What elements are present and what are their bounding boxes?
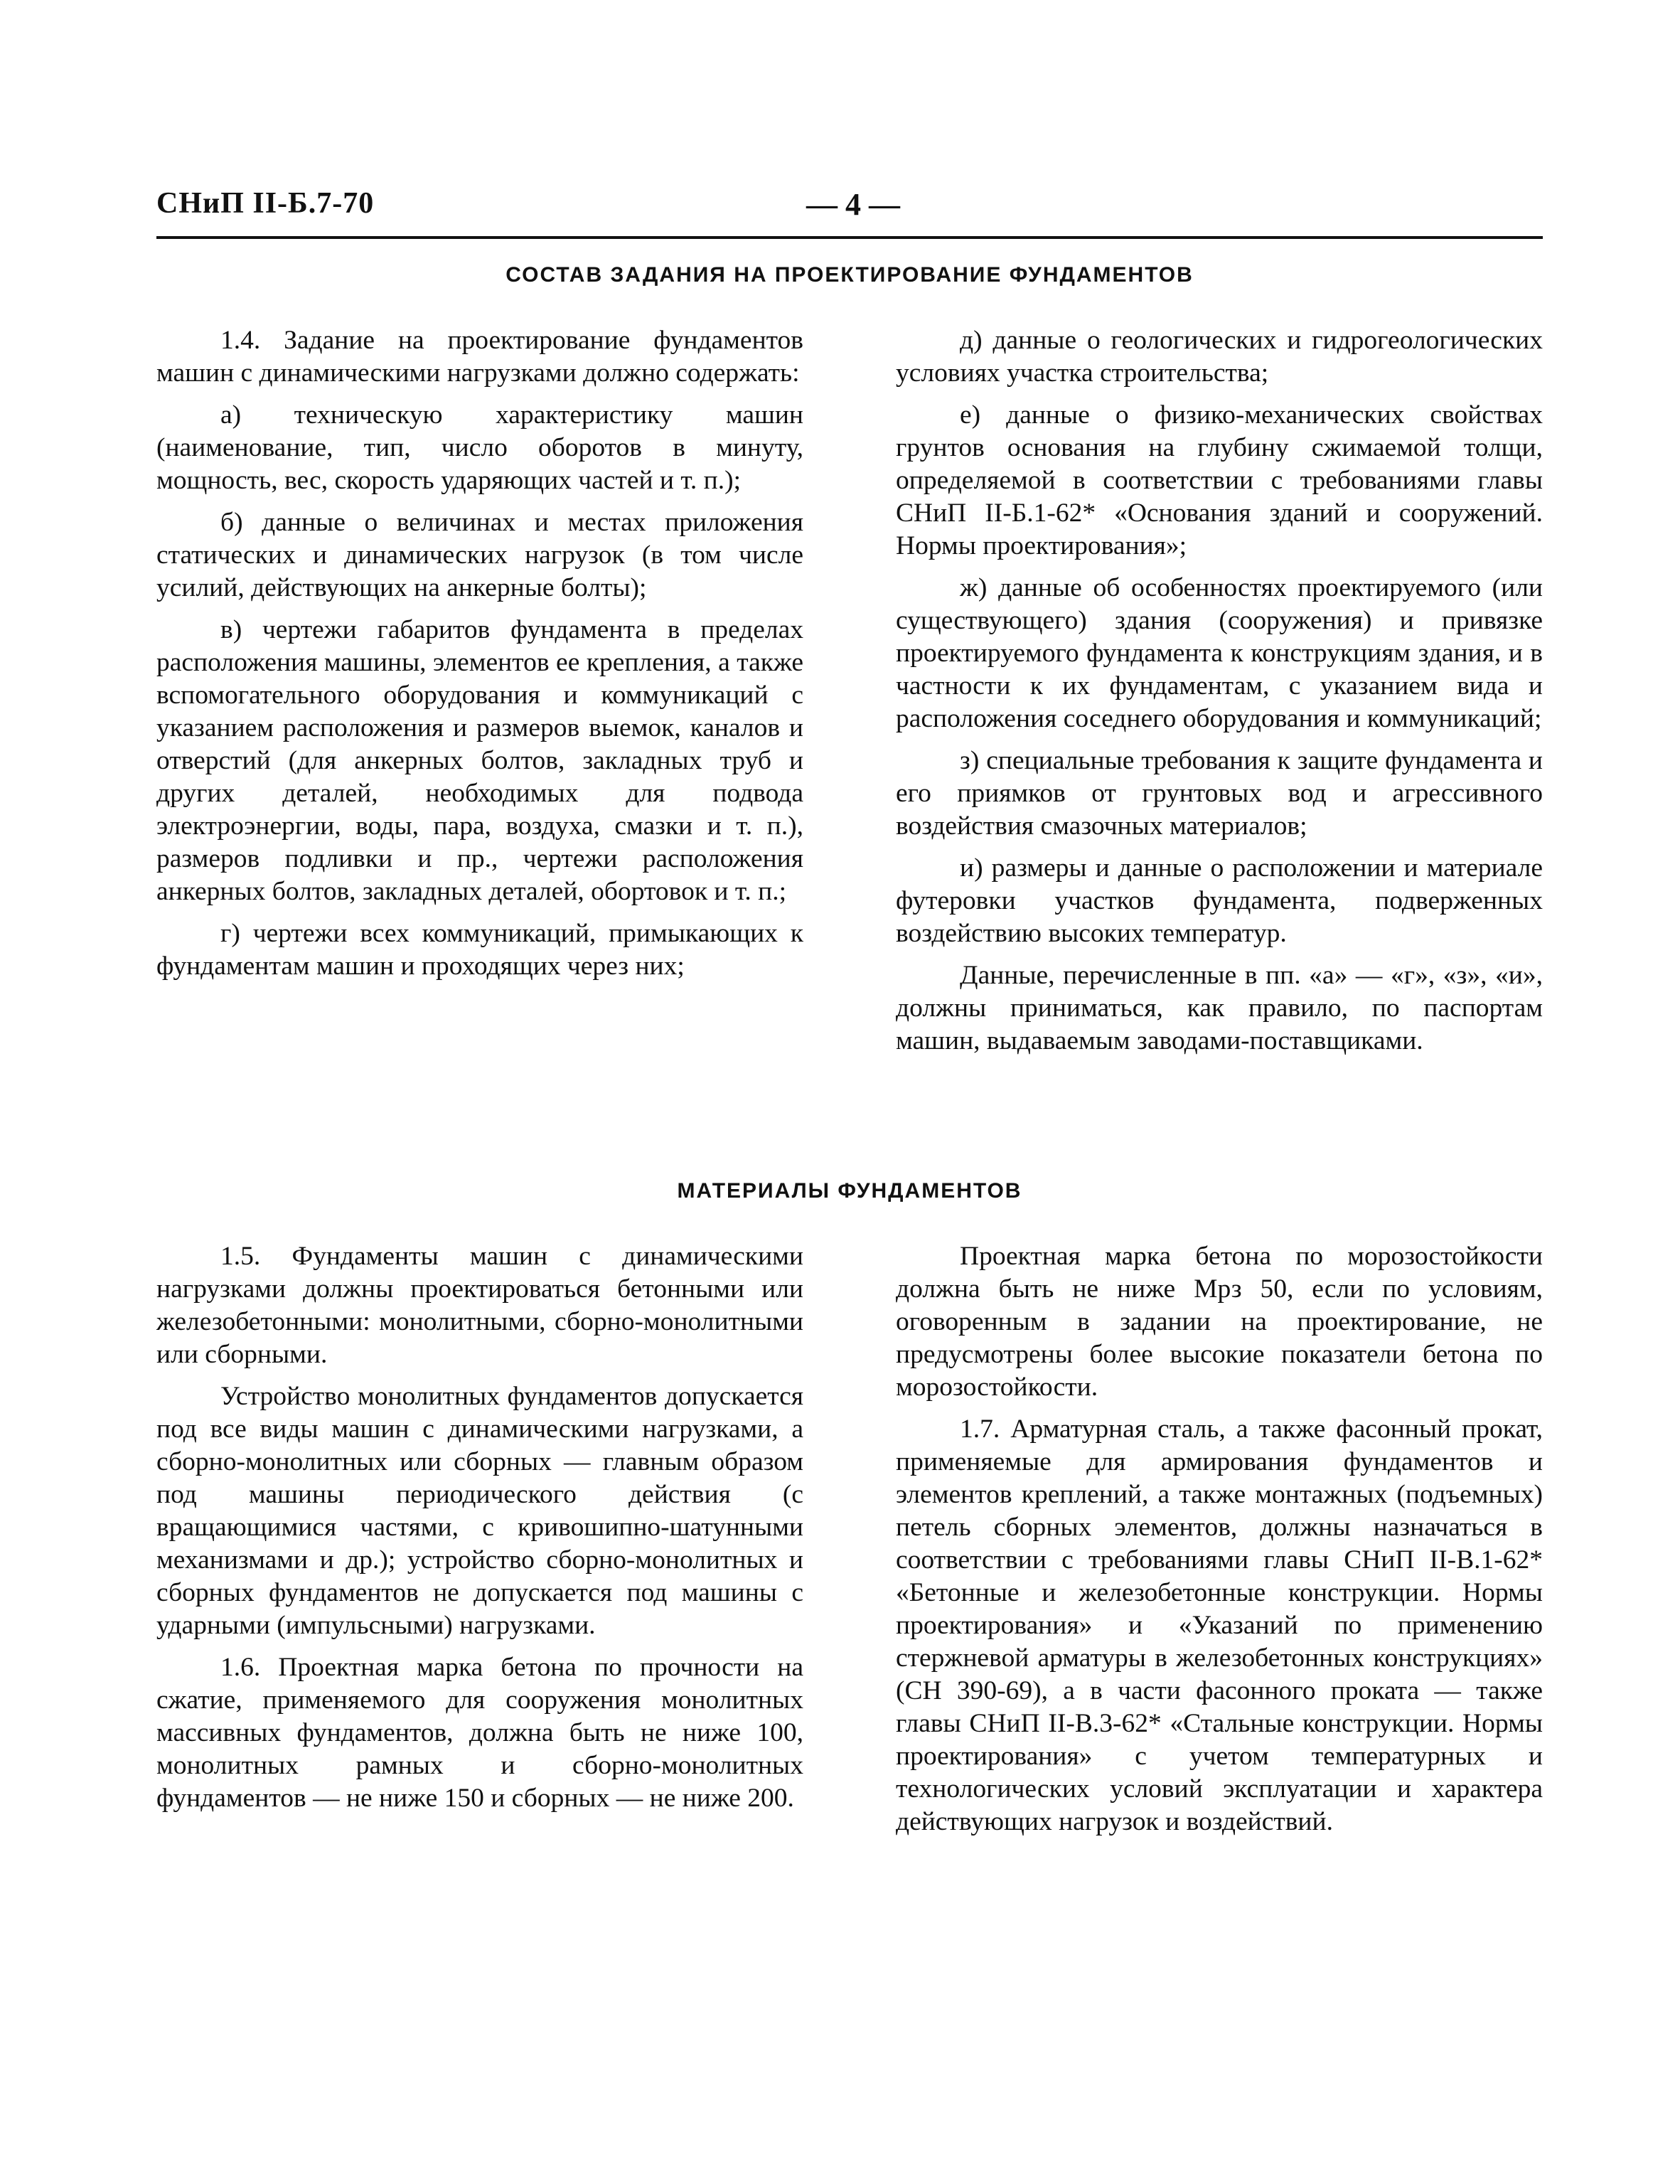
paragraph-1-4-z: з) специальные требования к защите фундамента и его приямков от грунтовых вод и агрессивного воздействия смазочных материалов;: [896, 746, 1543, 841]
left-column: [156, 324, 803, 1067]
paragraph-1-7: 1.7. Арматурная сталь, а также фасонный прокат, применяемые для армирования фундаментов и элементов креплений, а также монтажных (подъемных) петель сборных элементов, должны назначаться в соответствии с требованиями главы СНиП II-В.1-62* «Бетонные и железобетонные конструкции. Нормы проектирования» и «Указаний по применению стержневой арматуры в железобетонных конструкциях» (СН 390-69), а в части фасонного проката — также главы СНиП II-В.3-62* «Стальные конструкции. Нормы проектирования» с учетом температурных и технологических условий эксплуатации и характера действующих нагрузок и воздействий.: [896, 1415, 1543, 1836]
page-number: — 4 —: [806, 187, 900, 222]
paragraph-1-4-i: и) размеры и данные о расположении и материале футеровки участков фундамента, подверженных воздействию высоких температур.: [896, 853, 1543, 948]
page-header: [156, 178, 1543, 228]
document-page: [156, 178, 1543, 1848]
paragraph-1-6: 1.6. Проектная марка бетона по прочности на сжатие, применяемого для сооружения монолитных массивных фундаментов, должна быть не ниже 100, монолитных рамных и сборно-монолитных фундаментов — не ниже 150 и сборных — не ниже 200.: [156, 1653, 803, 1813]
paragraph-1-4-zh: ж) данные об особенностях проектируемого (или существующего) здания (сооружения) и привязке проектируемого фундамента к конструкциям здания, и в частности к их фундаментам, с указанием вида и расположения соседнего оборудования и коммуникаций;: [896, 573, 1543, 733]
document-code: СНиП II-Б.7-70: [156, 187, 375, 220]
header-rule: [156, 236, 1543, 239]
paragraph-1-4-a: а) техническую характеристику машин (наименование, тип, число оборотов в минуту, мощность, вес, скорость ударяющих частей и т. п.);: [156, 400, 803, 495]
paragraph-frost-resistance: Проектная марка бетона по морозостойкости должна быть не ниже Мрз 50, если по условиям, оговоренным в задании на проектирование, не предусмотрены более высокие показатели бетона по морозостойкости.: [896, 1242, 1543, 1402]
left-column: [156, 1240, 803, 1848]
section-body-task-composition: [156, 324, 1543, 1067]
right-column: [896, 1240, 1543, 1848]
paragraph-1-4-e: е) данные о физико-механических свойствах грунтов основания на глубину сжимаемой толщи, определяемой в соответствии с требованиями главы СНиП II-Б.1-62* «Основания зданий и сооружений. Нормы проектирования»;: [896, 400, 1543, 560]
paragraph-1-4-b: б) данные о величинах и местах приложения статических и динамических нагрузок (в том числе усилий, действующих на анкерные болты);: [156, 508, 803, 602]
paragraph-monolithic: Устройство монолитных фундаментов допускается под все виды машин с динамическими нагрузками, а сборно-монолитных или сборных — главным образом под машины периодического действия (с вращающимися частями, с кривошипно-шатунными механизмами и др.); устройство сборно-монолитных и сборных фундаментов не допускается под машины с ударными (импульсными) нагрузками.: [156, 1382, 803, 1640]
section-title-materials: МАТЕРИАЛЫ ФУНДАМЕНТОВ: [677, 1179, 1022, 1203]
paragraph-1-4-g: г) чертежи всех коммуникаций, примыкающих к фундаментам машин и проходящих через них;: [156, 919, 803, 981]
paragraph-1-4-d: д) данные о геологических и гидрогеологических условиях участка строительства;: [896, 326, 1543, 388]
paragraph-1-4-v: в) чертежи габаритов фундамента в пределах расположения машины, элементов ее крепления, а также вспомогательного оборудования и коммуникаций с указанием расположения и размеров выемок, каналов и отверстий (для анкерных болтов, закладных труб и других деталей, необходимых для подвода электроэнергии, воды, пара, воздуха, смазки и т. п.), размеров подливки и пр., чертежи расположения анкерных болтов, закладных деталей, обортовок и т. п.;: [156, 615, 803, 906]
paragraph-1-5: 1.5. Фундаменты машин с динамическими нагрузками должны проектироваться бетонными или железобетонными: монолитными, сборно-монолитными или сборными.: [156, 1242, 803, 1369]
section-title-task-composition: СОСТАВ ЗАДАНИЯ НА ПРОЕКТИРОВАНИЕ ФУНДАМЕНТОВ: [505, 263, 1194, 287]
paragraph-1-4: 1.4. Задание на проектирование фундаментов машин с динамическими нагрузками должно содержать:: [156, 326, 803, 388]
section-body-materials: [156, 1240, 1543, 1848]
right-column: [896, 324, 1543, 1067]
paragraph-1-4-note: Данные, перечисленные в пп. «а» — «г», «з», «и», должны приниматься, как правило, по паспортам машин, выдаваемым заводами-поставщиками.: [896, 961, 1543, 1055]
